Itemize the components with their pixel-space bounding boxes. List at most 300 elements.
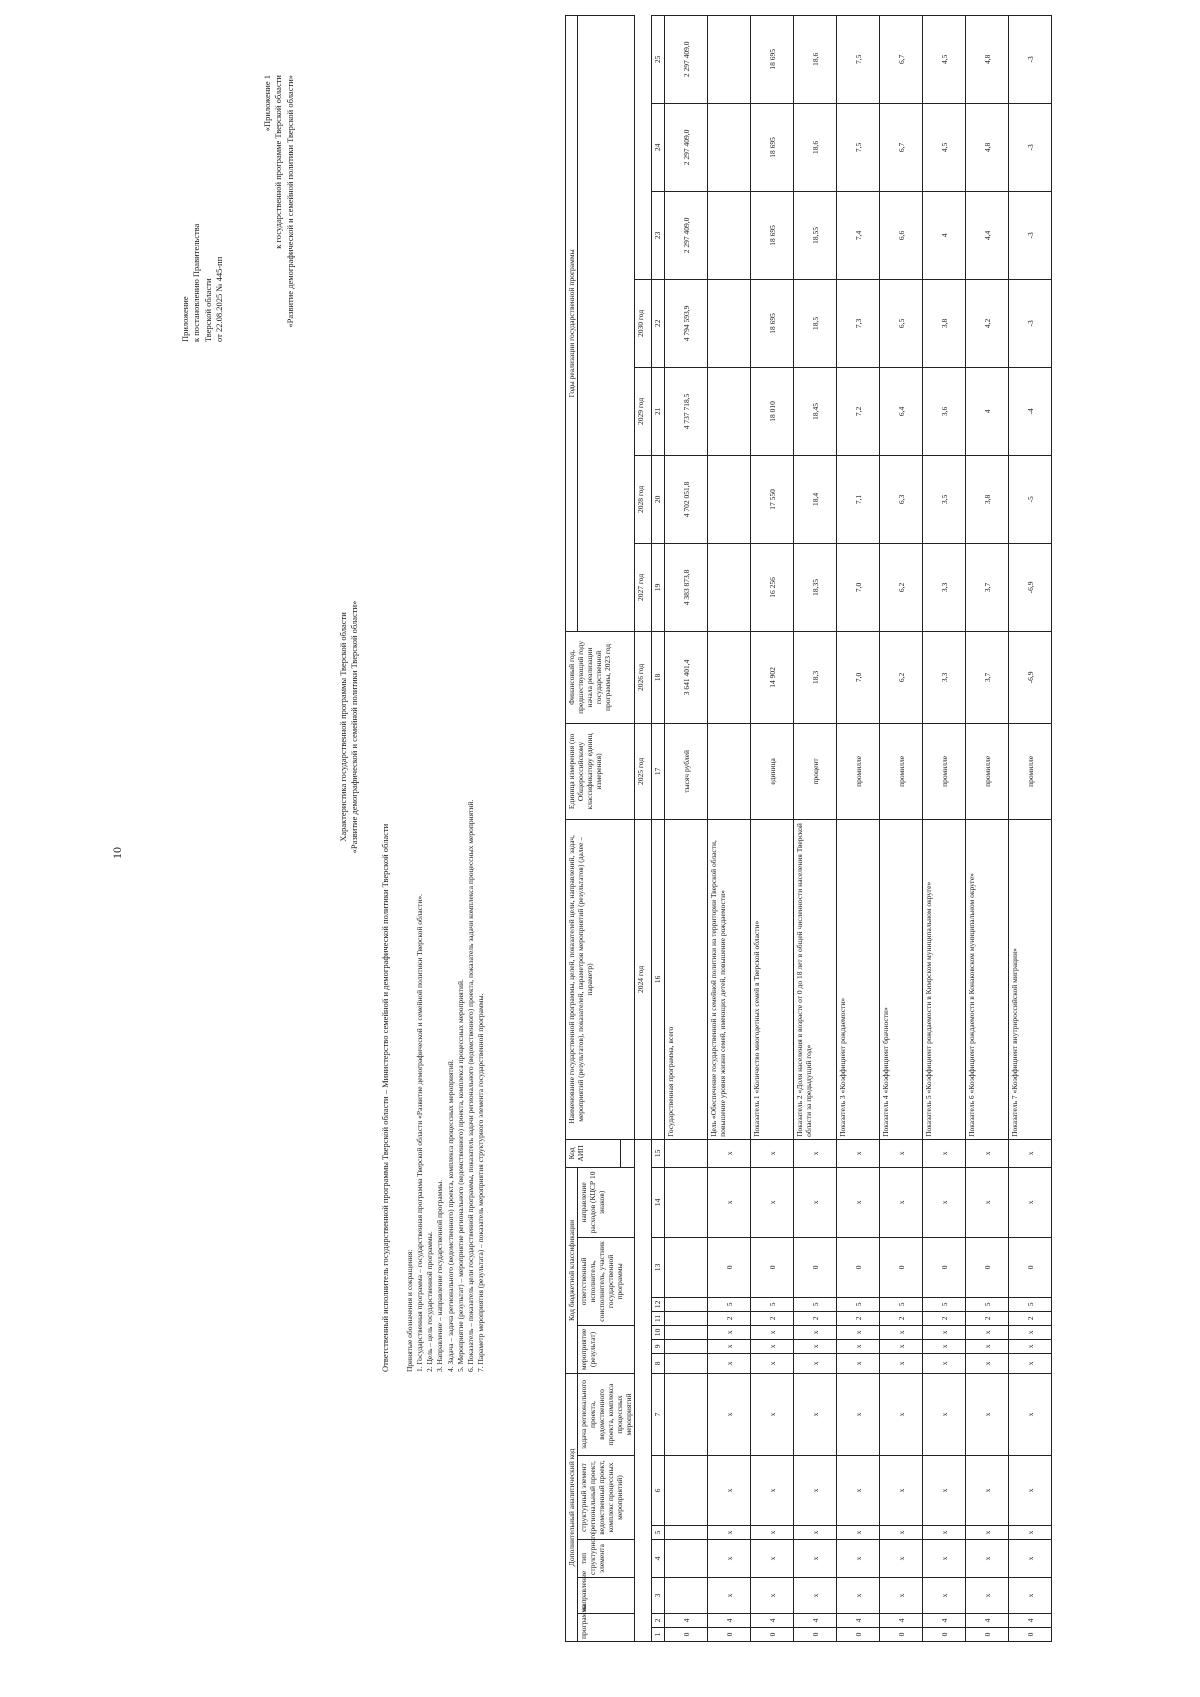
- table-cell: [665, 1237, 708, 1297]
- table-cell: 3,6: [923, 367, 966, 455]
- table-cell: [665, 1526, 708, 1540]
- table-cell: [708, 723, 751, 819]
- table-cell: х: [1009, 1353, 1052, 1373]
- table-cell: 4 794 593,9: [665, 279, 708, 367]
- table-cell: промилле: [837, 723, 880, 819]
- table-cell: 6,7: [880, 103, 923, 191]
- table-cell: -3: [1009, 279, 1052, 367]
- table-cell: х: [708, 1373, 751, 1455]
- header-fin-year: Финансовый год, предшествующий году начала реализации государственной программы, 2023 год: [566, 631, 635, 723]
- column-number: 17: [652, 723, 665, 819]
- table-cell: 4,8: [966, 15, 1009, 103]
- column-number: 2: [652, 1614, 665, 1628]
- header-year-2027: 2027 год: [635, 543, 652, 631]
- header-year-2028: 2028 год: [635, 455, 652, 543]
- column-number: 23: [652, 191, 665, 279]
- title-line: «Развитие демографической и семейной политики Тверской области»: [349, 600, 360, 854]
- table-cell: 5: [1009, 1297, 1052, 1311]
- table-cell: х: [794, 1353, 837, 1373]
- table-cell: 4: [665, 1614, 708, 1628]
- table-cell: [708, 103, 751, 191]
- column-number: 9: [652, 1339, 665, 1353]
- header-struct: структурный элемент (региональный проект, ведомственный проект, комплекс процессных мероприятий): [578, 1456, 635, 1540]
- table-cell: х: [1009, 1339, 1052, 1353]
- table-cell: 7,0: [837, 543, 880, 631]
- header-resp: ответственный исполнитель, соисполнитель, участник государственной программы: [578, 1237, 635, 1325]
- column-number: 5: [652, 1526, 665, 1540]
- table-cell: х: [794, 1339, 837, 1353]
- column-number: 1: [652, 1628, 665, 1642]
- table-cell: 3,3: [923, 543, 966, 631]
- table-cell: [665, 1339, 708, 1353]
- table-cell: 2: [1009, 1311, 1052, 1325]
- table-cell: х: [837, 1325, 880, 1339]
- table-cell: [708, 455, 751, 543]
- appendix-ref-line: «Развитие демографической и семейной политики Тверской области»: [284, 75, 295, 328]
- appendix-line: от 22.08.2025 № 445-пп: [214, 256, 225, 342]
- table-cell: х: [1009, 1540, 1052, 1578]
- table-cell: х: [794, 1167, 837, 1237]
- table-cell: х: [1009, 1526, 1052, 1540]
- table-cell: 0: [751, 1628, 794, 1642]
- table-cell: х: [837, 1167, 880, 1237]
- table-cell: х: [837, 1373, 880, 1455]
- column-number: 15: [652, 1139, 665, 1167]
- table-cell: х: [880, 1373, 923, 1455]
- document-title: [338, 357, 361, 1097]
- table-cell: [665, 1167, 708, 1237]
- table-cell: [708, 191, 751, 279]
- table-cell: х: [966, 1578, 1009, 1614]
- column-number: 19: [652, 543, 665, 631]
- table-cell: х: [880, 1325, 923, 1339]
- row-name-cell: Показатель 2 «Доля населения в возрасте от 0 до 18 лет в общей численности населения Тверской области за предыдущий год»: [794, 819, 837, 1139]
- table-cell: 7,4: [837, 191, 880, 279]
- table-cell: процент: [794, 723, 837, 819]
- table-cell: 0: [1009, 1237, 1052, 1297]
- table-cell: единица: [751, 723, 794, 819]
- table-cell: х: [923, 1167, 966, 1237]
- table-cell: х: [837, 1353, 880, 1373]
- column-number: 7: [652, 1373, 665, 1455]
- table-cell: -5: [1009, 455, 1052, 543]
- table-cell: х: [966, 1139, 1009, 1167]
- appendix-line: к постановлению Правительства: [191, 223, 202, 342]
- table-cell: х: [880, 1339, 923, 1353]
- table-cell: 4: [751, 1614, 794, 1628]
- table-cell: 5: [708, 1297, 751, 1311]
- table-cell: х: [708, 1139, 751, 1167]
- table-cell: 18 695: [751, 15, 794, 103]
- table-cell: х: [837, 1456, 880, 1526]
- appendix-reference: [262, 75, 296, 328]
- header-gap: [635, 1139, 652, 1641]
- table-cell: [665, 1353, 708, 1373]
- column-number: 14: [652, 1167, 665, 1237]
- table-cell: х: [966, 1373, 1009, 1455]
- table-cell: 2: [794, 1311, 837, 1325]
- table-cell: х: [751, 1353, 794, 1373]
- table-cell: х: [966, 1353, 1009, 1373]
- table-cell: 18,4: [794, 455, 837, 543]
- table-cell: 18,3: [794, 631, 837, 723]
- table-cell: х: [923, 1139, 966, 1167]
- table-cell: 3,5: [923, 455, 966, 543]
- table-cell: 18,6: [794, 103, 837, 191]
- table-cell: -3: [1009, 103, 1052, 191]
- table-cell: 7,5: [837, 15, 880, 103]
- table-cell: 5: [880, 1297, 923, 1311]
- table-cell: [665, 1578, 708, 1614]
- appendix-header: [180, 224, 226, 342]
- header-budget-code: Код бюджетной классификации: [566, 1167, 578, 1373]
- table-cell: х: [880, 1578, 923, 1614]
- table-cell: 4,8: [966, 103, 1009, 191]
- column-number: 8: [652, 1353, 665, 1373]
- table-cell: [665, 1373, 708, 1455]
- table-cell: 0: [665, 1628, 708, 1642]
- header-years-spacer: [578, 15, 635, 631]
- table-cell: 4: [966, 367, 1009, 455]
- responsible-executor: Ответственный исполнитель государственной программы Тверской области – Министерство семейной и демографической политики Тверской области: [380, 823, 390, 1372]
- row-name-cell: Показатель 5 «Коэффициент рождаемости в Кимрском муниципальном округе»: [923, 819, 966, 1139]
- table-cell: х: [751, 1373, 794, 1455]
- table-cell: [665, 1311, 708, 1325]
- table-cell: 18,5: [794, 279, 837, 367]
- table-cell: х: [1009, 1373, 1052, 1455]
- table-cell: х: [751, 1456, 794, 1526]
- table-cell: 2: [751, 1311, 794, 1325]
- table-cell: 18 695: [751, 103, 794, 191]
- table-cell: 4: [794, 1614, 837, 1628]
- row-name-cell: Показатель 1 «Количество многодетных семей в Тверской области»: [751, 819, 794, 1139]
- table-cell: 2: [880, 1311, 923, 1325]
- table-cell: 5: [794, 1297, 837, 1311]
- table-cell: х: [966, 1540, 1009, 1578]
- table-cell: х: [708, 1526, 751, 1540]
- column-number: 18: [652, 631, 665, 723]
- table-cell: 0: [794, 1628, 837, 1642]
- table-cell: 5: [751, 1297, 794, 1311]
- table-row: [665, 15, 708, 1641]
- table-cell: х: [1009, 1325, 1052, 1339]
- table-cell: х: [966, 1456, 1009, 1526]
- header-expense: направление расходов (КЦСР 10 знаков): [578, 1167, 635, 1237]
- table-cell: 4: [837, 1614, 880, 1628]
- table-cell: 17 550: [751, 455, 794, 543]
- table-cell: 18 695: [751, 191, 794, 279]
- table-cell: 3,8: [966, 455, 1009, 543]
- column-number: 11: [652, 1311, 665, 1325]
- table-cell: 7,2: [837, 367, 880, 455]
- table-cell: х: [837, 1526, 880, 1540]
- table-cell: 18,35: [794, 543, 837, 631]
- column-number: 20: [652, 455, 665, 543]
- table-cell: 4: [966, 1614, 1009, 1628]
- table-cell: х: [708, 1339, 751, 1353]
- table-cell: х: [751, 1339, 794, 1353]
- header-event: мероприятие (результат): [578, 1325, 635, 1373]
- column-number: 4: [652, 1540, 665, 1578]
- table-cell: 6,2: [880, 543, 923, 631]
- table-cell: 6,2: [880, 631, 923, 723]
- table-cell: х: [794, 1526, 837, 1540]
- table-cell: х: [880, 1139, 923, 1167]
- row-name-cell: Показатель 3 «Коэффициент рождаемости»: [837, 819, 880, 1139]
- table-cell: 0: [1009, 1628, 1052, 1642]
- note-line: 4. Задача – задача регионального (ведомственного) проекта, комплекса процессных мероприятий.: [445, 1059, 455, 1372]
- table-cell: х: [880, 1540, 923, 1578]
- table-cell: 3,7: [966, 631, 1009, 723]
- table-cell: промилле: [880, 723, 923, 819]
- column-number: 22: [652, 279, 665, 367]
- table-cell: х: [794, 1139, 837, 1167]
- table-cell: 16 256: [751, 543, 794, 631]
- appendix-ref-line: «Приложение 1: [262, 75, 272, 132]
- table-cell: [665, 1139, 708, 1167]
- table-cell: 2: [708, 1311, 751, 1325]
- table-cell: 5: [966, 1297, 1009, 1311]
- table-cell: х: [923, 1456, 966, 1526]
- table-cell: 4 702 051,8: [665, 455, 708, 543]
- table-cell: 6,7: [880, 15, 923, 103]
- table-cell: х: [880, 1353, 923, 1373]
- table-row: [751, 15, 794, 1641]
- table-cell: х: [708, 1167, 751, 1237]
- table-cell: х: [837, 1139, 880, 1167]
- table-cell: 0: [966, 1628, 1009, 1642]
- column-number: 10: [652, 1325, 665, 1339]
- table-cell: х: [751, 1325, 794, 1339]
- table-row: [794, 15, 837, 1641]
- table-cell: 4: [923, 1614, 966, 1628]
- table-cell: х: [880, 1526, 923, 1540]
- table-cell: х: [837, 1540, 880, 1578]
- table-cell: -3: [1009, 15, 1052, 103]
- table-cell: 2: [966, 1311, 1009, 1325]
- table-row: [880, 15, 923, 1641]
- table-cell: х: [837, 1339, 880, 1353]
- column-numbers-row: [652, 15, 665, 1641]
- table-cell: 2 297 409,0: [665, 103, 708, 191]
- table-cell: х: [1009, 1139, 1052, 1167]
- notes-block: [405, 312, 486, 1372]
- note-line: 2. Цель – цель государственной программы.: [425, 1231, 435, 1372]
- table-cell: [665, 1297, 708, 1311]
- table-row: [966, 15, 1009, 1641]
- header-year-2029: 2029 год: [635, 367, 652, 455]
- table-cell: 4,4: [966, 191, 1009, 279]
- header-name: Наименование государственной программы, целей, показателей цели, направлений, задач, мероприятий (результатов), показателей, параметров мероприятий (результатов) (далее – параметр): [566, 819, 635, 1139]
- table-cell: 18,6: [794, 15, 837, 103]
- header-year-2030: 2030 год: [635, 279, 652, 367]
- table-cell: [708, 631, 751, 723]
- table-cell: х: [923, 1373, 966, 1455]
- table-cell: 18,45: [794, 367, 837, 455]
- table-cell: х: [923, 1578, 966, 1614]
- row-name-cell: Цель «Обеспечение государственной и семейной политики на территории Тверской области, повышение уровня жизни семей, имеющих детей, повышение рождаемости»: [708, 819, 751, 1139]
- table-cell: х: [794, 1578, 837, 1614]
- note-line: 3. Направление – направление государственной программы.: [435, 1179, 445, 1372]
- table-cell: промилле: [923, 723, 966, 819]
- table-cell: [665, 1456, 708, 1526]
- header-year-2026: 2026 год: [635, 631, 652, 723]
- appendix-ref-line: к государственной программе Тверской области: [273, 75, 284, 249]
- table-cell: 6,5: [880, 279, 923, 367]
- table-cell: 6,3: [880, 455, 923, 543]
- table-cell: [665, 1325, 708, 1339]
- row-name-cell: Показатель 6 «Коэффициент рождаемости в Конаковском муниципальном округе»: [966, 819, 1009, 1139]
- table-cell: 7,3: [837, 279, 880, 367]
- column-number: 25: [652, 15, 665, 103]
- table-cell: [708, 279, 751, 367]
- note-line: 1. Государственная программа – государственная программа Тверской области «Развитие демографической и семейной политики Тверской области».: [415, 894, 425, 1372]
- table-cell: х: [708, 1353, 751, 1373]
- table-cell: 18 010: [751, 367, 794, 455]
- table-cell: х: [751, 1578, 794, 1614]
- table-cell: х: [923, 1325, 966, 1339]
- table-body: [665, 15, 1052, 1641]
- table-cell: х: [751, 1540, 794, 1578]
- table-cell: 0: [880, 1237, 923, 1297]
- table-cell: 3 641 401,4: [665, 631, 708, 723]
- table-cell: 2: [923, 1311, 966, 1325]
- header-year-2024: 2024 год: [635, 819, 652, 1139]
- table-cell: х: [923, 1526, 966, 1540]
- column-number: 13: [652, 1237, 665, 1297]
- column-number: 12: [652, 1297, 665, 1311]
- table-cell: 4: [923, 191, 966, 279]
- header-unit: Единица измерения (по Общероссийскому классификатору единиц измерения): [566, 723, 635, 819]
- table-cell: [708, 543, 751, 631]
- table-cell: [708, 15, 751, 103]
- table-cell: 18,55: [794, 191, 837, 279]
- appendix-line: Тверской области: [202, 278, 213, 342]
- table-cell: -6,9: [1009, 543, 1052, 631]
- note-line: 7. Параметр мероприятия (результата) – показатель мероприятия структурного элемента государственной программы.: [475, 993, 485, 1372]
- table-cell: 0: [708, 1237, 751, 1297]
- header-program: программа: [578, 1614, 635, 1642]
- table-cell: 6,6: [880, 191, 923, 279]
- table-row: [923, 15, 966, 1641]
- table-cell: 3,3: [923, 631, 966, 723]
- table-cell: 4 383 873,8: [665, 543, 708, 631]
- table-cell: 0: [966, 1237, 1009, 1297]
- table-cell: 0: [880, 1628, 923, 1642]
- table-cell: х: [751, 1526, 794, 1540]
- table-cell: х: [708, 1325, 751, 1339]
- header-task: задача регионального проекта, ведомственного проекта, комплекса процессных мероприятий: [578, 1373, 635, 1455]
- table-cell: х: [708, 1578, 751, 1614]
- appendix-line: Приложение: [180, 296, 190, 342]
- table-cell: х: [708, 1540, 751, 1578]
- table-cell: х: [923, 1540, 966, 1578]
- table-cell: промилле: [966, 723, 1009, 819]
- program-table: [565, 15, 1052, 1642]
- header-year-2025: 2025 год: [635, 723, 652, 819]
- table-cell: 3,7: [966, 543, 1009, 631]
- table-row: [1009, 15, 1052, 1641]
- table-cell: 5: [923, 1297, 966, 1311]
- header-type: тип структурного элемента: [578, 1540, 635, 1578]
- table-cell: 14 902: [751, 631, 794, 723]
- table-cell: 4: [708, 1614, 751, 1628]
- table-cell: 0: [837, 1628, 880, 1642]
- table-cell: 0: [708, 1628, 751, 1642]
- table-cell: 0: [837, 1237, 880, 1297]
- table-cell: х: [794, 1325, 837, 1339]
- table-cell: -3: [1009, 191, 1052, 279]
- table-cell: х: [1009, 1578, 1052, 1614]
- row-name-cell: Показатель 4 «Коэффициент брачности»: [880, 819, 923, 1139]
- table-cell: х: [923, 1353, 966, 1373]
- table-cell: х: [966, 1167, 1009, 1237]
- table-cell: 5: [837, 1297, 880, 1311]
- note-line: Принятые обозначения и сокращения:: [405, 1249, 414, 1372]
- table-row: [708, 15, 751, 1641]
- table-cell: х: [923, 1339, 966, 1353]
- table-cell: 4,5: [923, 103, 966, 191]
- table-cell: 18 695: [751, 279, 794, 367]
- table-cell: х: [794, 1373, 837, 1455]
- table-cell: 4,5: [923, 15, 966, 103]
- header-additional-code: Дополнительный аналитический код: [566, 1373, 578, 1641]
- table-cell: 3,8: [923, 279, 966, 367]
- table-cell: 7,5: [837, 103, 880, 191]
- table-cell: х: [794, 1540, 837, 1578]
- note-line: 5. Мероприятие (результат) – мероприятие регионального (ведомственного) проекта, комплекса процессных мероприятий.: [455, 979, 465, 1372]
- row-name-cell: Государственная программа, всего: [665, 819, 708, 1139]
- note-line: 6. Показатель – показатель цели государственной программы, показатель задачи регионального (ведомственного) проекта, показатель задачи комплекса процессных мероприятий.: [465, 799, 475, 1372]
- header-years: Годы реализации государственной программы: [566, 15, 578, 631]
- table-cell: 4: [1009, 1614, 1052, 1628]
- table-cell: 6,4: [880, 367, 923, 455]
- column-number: 16: [652, 819, 665, 1139]
- table-cell: х: [966, 1339, 1009, 1353]
- table-cell: -4: [1009, 367, 1052, 455]
- table-cell: х: [708, 1456, 751, 1526]
- table-row: [837, 15, 880, 1641]
- table-cell: х: [794, 1456, 837, 1526]
- table-cell: х: [751, 1139, 794, 1167]
- header-kap: Код АИП: [566, 1139, 621, 1167]
- table-cell: промилле: [1009, 723, 1052, 819]
- table-cell: -6,9: [1009, 631, 1052, 723]
- table-cell: х: [880, 1456, 923, 1526]
- table-cell: 4 737 718,5: [665, 367, 708, 455]
- table-cell: [665, 1540, 708, 1578]
- table-cell: 0: [923, 1237, 966, 1297]
- header-kap-spacer: [620, 1139, 634, 1167]
- row-name-cell: Показатель 7 «Коэффициент внутрироссийской миграции»: [1009, 819, 1052, 1139]
- table-cell: х: [966, 1526, 1009, 1540]
- table-cell: 4,2: [966, 279, 1009, 367]
- table-cell: 7,0: [837, 631, 880, 723]
- table-cell: х: [751, 1167, 794, 1237]
- table-cell: тысяч рублей: [665, 723, 708, 819]
- column-number: 6: [652, 1456, 665, 1526]
- table-cell: 7,1: [837, 455, 880, 543]
- table-cell: 2 297 409,0: [665, 191, 708, 279]
- table-cell: х: [1009, 1456, 1052, 1526]
- table-cell: 0: [923, 1628, 966, 1642]
- page-number: 10: [110, 847, 124, 859]
- column-number: 3: [652, 1578, 665, 1614]
- table-cell: 2 297 409,0: [665, 15, 708, 103]
- table-cell: х: [880, 1167, 923, 1237]
- table-cell: [708, 367, 751, 455]
- column-number: 24: [652, 103, 665, 191]
